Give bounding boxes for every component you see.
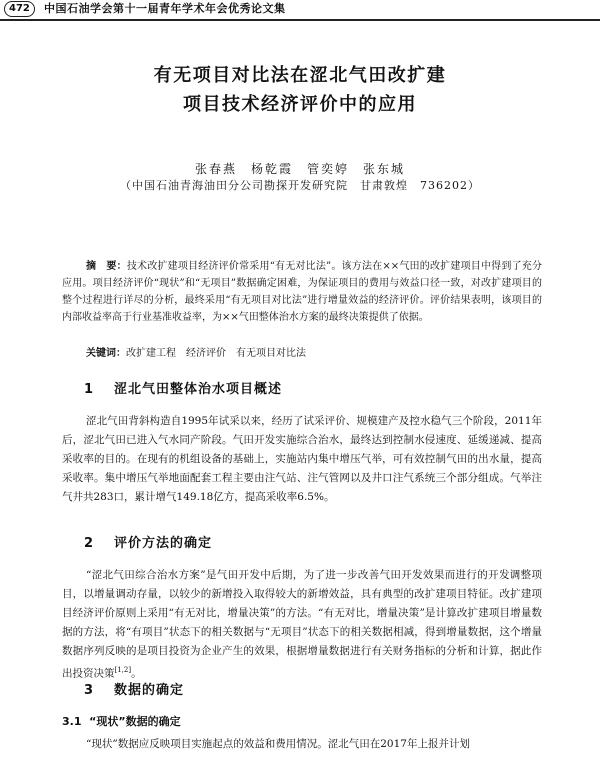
paper-title-line1: 有无项目对比法在涩北气田改扩建: [153, 65, 447, 86]
abstract: [62, 258, 542, 326]
paragraph-tail: 。: [131, 667, 142, 680]
keywords: [62, 346, 542, 362]
header-rule: [0, 19, 600, 21]
subsection-3-1-heading: [62, 714, 181, 730]
section-2-paragraph: [62, 566, 542, 684]
keywords-text: 改扩建工程 经济评价 有无项目对比法: [126, 348, 306, 359]
section-number: 3: [84, 683, 95, 698]
author-list: 张春燕 杨乾霞 管奕婷 张东城: [194, 162, 405, 176]
journal-title: 中国石油学会第十一届青年学术年会优秀论文集: [44, 2, 286, 15]
subsection-3-1-paragraph: “现状”数据应反映项目实施起点的效益和费用情况。涩北气田在2017年上报并计划: [86, 738, 470, 750]
section-number: 2: [84, 536, 95, 551]
section-1-heading: [62, 381, 282, 399]
section-title: 涩北气田整体治水项目概述: [114, 382, 283, 397]
paragraph-text: “涩北气田综合治水方案”是气田开发中后期，为了进一步改善气田开发效果而进行的开发调整项目，以增量调动存量，以较少的新增投入取得较大的新增效益，具有典型的改扩建项目特征。改扩建项目经济评价原则上采用“有无对比，增量决策”的方法。“有无对比，增量决策”是计算改扩建项目增量数据的方法，将“有项目”状态下的相关数据与“无项目”状态下的相关数据相减，得到增量数据，这个增量数据序列反映的是项目投资为企业产生的效果，根据增量数据进行有关财务指标的分析和计算，据此作出投资决策: [62, 569, 542, 680]
section-1-paragraph: 涩北气田背斜构造自1995年试采以来，经历了试采评价、规模建产及控水稳气三个阶段，2011年后，涩北气田已进入气水同产阶段。气田开发实施综合治水，最终达到控制水侵速度、延缓递减、提高采收率的目的。在现有的机组设备的基础上，实施站内集中增压气举，可有效控制气田的出水量，提高采收率。集中增压气举地面配套工程主要由注气站、注气管网以及井口注气系统三个部分组成。气举注气井共283口，累计增气149.18亿方，提高采收率6.5%。: [62, 415, 542, 503]
subsection-title: “现状”数据的确定: [89, 715, 181, 728]
citation: [1,2]: [114, 666, 132, 674]
section-number: 1: [84, 382, 95, 397]
paper-title-line2: 项目技术经济评价中的应用: [183, 94, 417, 115]
section-2-heading: [62, 535, 212, 553]
abstract-label: 摘 要：: [86, 261, 127, 272]
keywords-label: 关键词：: [86, 348, 126, 359]
subsection-number: 3.1: [62, 715, 82, 728]
section-3-heading: [62, 682, 184, 700]
page-number: 472: [4, 1, 35, 17]
section-title: 数据的确定: [114, 683, 185, 698]
abstract-text: 技术改扩建项目经济评价常采用“有无对比法”。该方法在××气田的改扩建项目中得到了充分应用。项目经济评价“现状”和“无项目”数据确定困难，为保证项目的费用与效益口径一致，对改扩建项目的整个过程进行详尽的分析，最终采用“有无项目对比法”进行增量效益的经济评价。评价结果表明，该项目的内部收益率高于行业基准收益率，为××气田整体治水方案的最终决策提供了依据。: [62, 261, 543, 323]
running-header: [0, 0, 600, 20]
affiliation: （中国石油青海油田分公司勘探开发研究院 甘肃敦煌 736202）: [120, 179, 480, 192]
section-title: 评价方法的确定: [114, 536, 213, 551]
